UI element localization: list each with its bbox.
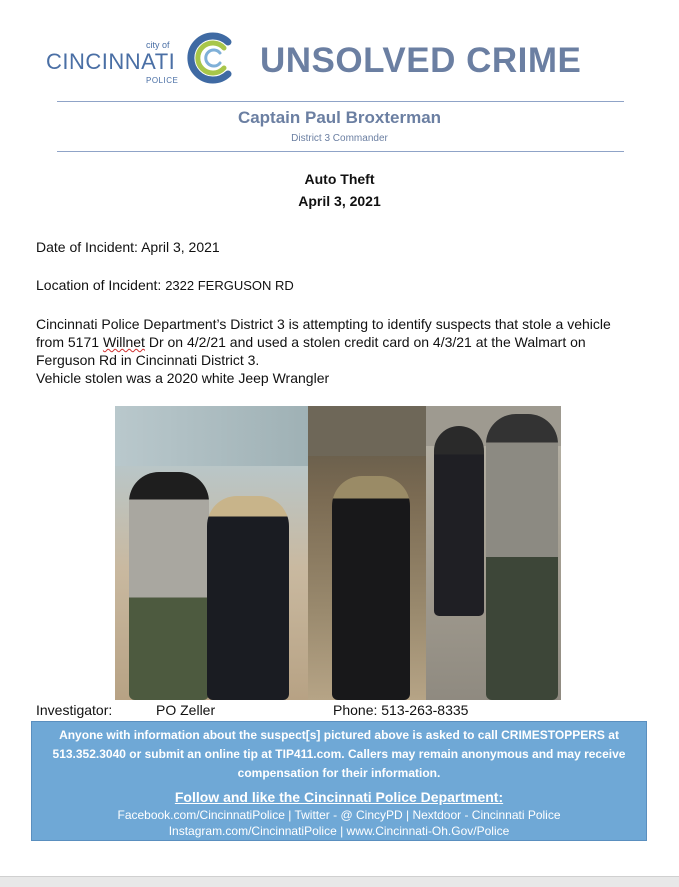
page-footer-bar: [0, 876, 679, 887]
crime-type: Auto Theft: [304, 171, 375, 187]
logo-police: POLICE: [146, 76, 179, 85]
incident-description: [36, 315, 656, 387]
incident-location-label: Location of Incident:: [36, 277, 162, 293]
surveillance-photo-middle: [308, 406, 426, 700]
investigator-phone: Phone: 513-263-8335: [333, 702, 469, 718]
crimestoppers-info-box: [31, 721, 647, 841]
incident-date-label: Date of Incident:: [36, 239, 138, 255]
city-logo-icon: [184, 32, 240, 84]
page-headline: UNSOLVED CRIME: [260, 41, 582, 80]
description-line-2: from 5171 Willnet Dr on 4/2/21 and used a stolen credit card on 4/3/21 at the Walmart on: [36, 334, 586, 350]
crimestoppers-line-2: 513.352.3040 or submit an online tip at TIP411.com. Callers may remain anonymous and may receive: [52, 747, 626, 761]
surveillance-photo-left: [115, 406, 308, 700]
investigator-name: PO Zeller: [156, 702, 216, 718]
crimestoppers-line-3: compensation for their information.: [237, 766, 441, 780]
incident-date-value: April 3, 2021: [141, 239, 220, 255]
description-line-1: Cincinnati Police Department’s District 3 is attempting to identify suspects that stole a vehicle: [36, 316, 611, 332]
incident-location-line: [36, 276, 294, 295]
surveillance-photos: [115, 406, 561, 700]
logo-cincinnati: CINCINNATI: [46, 49, 176, 74]
crimestoppers-line-1: Anyone with information about the suspect[s] pictured above is asked to call CRIMESTOPPERS at: [59, 728, 619, 742]
crime-date: April 3, 2021: [298, 193, 381, 209]
investigator-label: Investigator:: [36, 702, 113, 718]
surveillance-photo-right: [426, 406, 561, 700]
logo-city-of: city of: [146, 40, 170, 50]
follow-heading: Follow and like the Cincinnati Police Department:: [174, 789, 504, 805]
social-links-line-2: Instagram.com/CincinnatiPolice | www.Cincinnati-Oh.Gov/Police: [168, 824, 510, 838]
header-divider-bottom: [57, 151, 624, 152]
incident-date-line: [36, 238, 220, 256]
header-divider-top: [57, 101, 624, 102]
description-line-3: Ferguson Rd in Cincinnati District 3.: [36, 352, 260, 368]
crimestoppers-message: [32, 726, 646, 783]
social-links-line-1: Facebook.com/CincinnatiPolice | Twitter - @ CincyPD | Nextdoor - Cincinnati Police: [117, 808, 561, 822]
misspelled-word: Willnet: [102, 334, 145, 350]
description-line-4: Vehicle stolen was a 2020 white Jeep Wrangler: [36, 370, 330, 386]
captain-name: Captain Paul Broxterman: [237, 108, 442, 127]
incident-location-value: 2322 FERGUSON RD: [165, 278, 294, 293]
district-commander-title: District 3 Commander: [291, 133, 388, 144]
